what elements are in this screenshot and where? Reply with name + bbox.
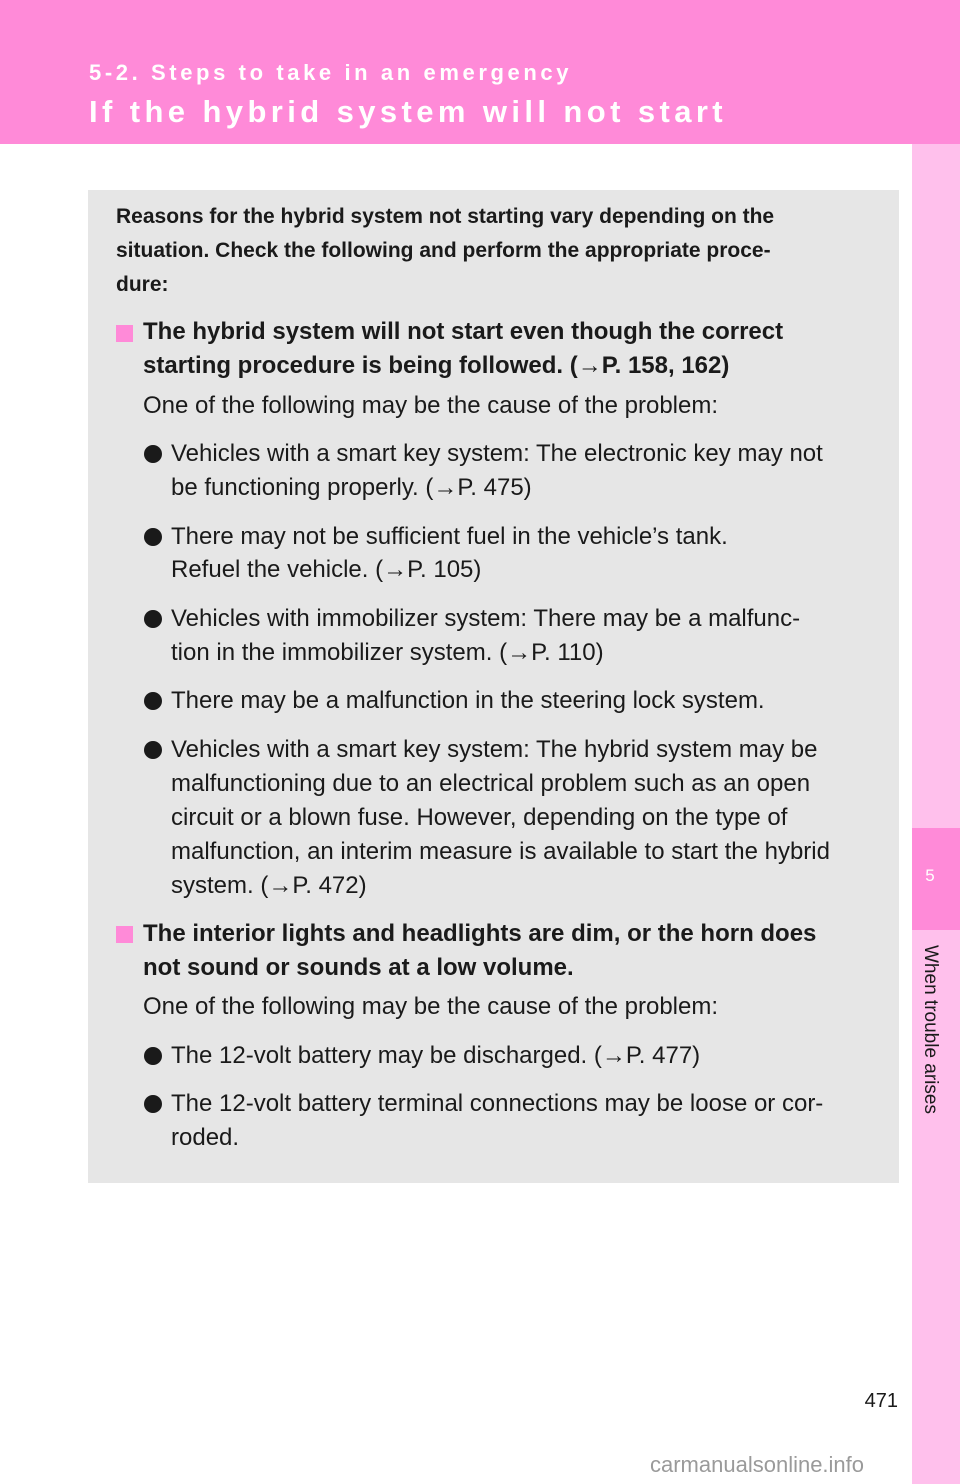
section-heading: The interior lights and headlights are dim, or the horn does bbox=[143, 920, 817, 947]
chapter-name: When trouble arises bbox=[920, 945, 941, 1114]
list-item: Vehicles with a smart key system: The hybrid system may be bbox=[171, 736, 818, 763]
list-item: There may not be sufficient fuel in the vehicle’s tank. bbox=[171, 523, 728, 550]
side-strip bbox=[912, 144, 960, 1484]
list-item: system. (→P. 472) bbox=[171, 872, 367, 899]
list-item: The 12-volt battery may be discharged. (→P. 477) bbox=[171, 1042, 701, 1069]
chapter-number: 5 bbox=[925, 866, 935, 885]
watermark: carmanualsonline.info bbox=[650, 1452, 865, 1477]
bullet-dot-icon bbox=[144, 1047, 162, 1065]
list-item: malfunction, an interim measure is available to start the hybrid bbox=[171, 838, 830, 865]
list-item: be functioning properly. (→P. 475) bbox=[171, 474, 532, 501]
bullet-dot-icon bbox=[144, 445, 162, 463]
square-bullet-icon bbox=[116, 926, 133, 943]
intro-line: dure: bbox=[116, 273, 169, 296]
bullet-dot-icon bbox=[144, 610, 162, 628]
intro-line: Reasons for the hybrid system not starting vary depending on the bbox=[116, 205, 775, 228]
section-heading: The hybrid system will not start even though the correct bbox=[143, 318, 784, 345]
section-heading: not sound or sounds at a low volume. bbox=[143, 954, 574, 981]
section-label: 5-2. Steps to take in an emergency bbox=[89, 60, 573, 85]
bullet-dot-icon bbox=[144, 692, 162, 710]
page-title: If the hybrid system will not start bbox=[89, 94, 728, 129]
bullet-dot-icon bbox=[144, 741, 162, 759]
section-heading: starting procedure is being followed. (→P. 158, 162) bbox=[143, 352, 730, 379]
list-item: roded. bbox=[171, 1124, 240, 1151]
list-item: There may be a malfunction in the steering lock system. bbox=[171, 687, 765, 714]
list-item: Vehicles with a smart key system: The electronic key may not bbox=[171, 440, 823, 467]
page-number: 471 bbox=[864, 1390, 898, 1412]
list-item: circuit or a blown fuse. However, depending on the type of bbox=[171, 804, 788, 831]
list-item: The 12-volt battery terminal connections may be loose or cor- bbox=[171, 1090, 824, 1117]
intro-line: situation. Check the following and perform the appropriate proce- bbox=[116, 239, 771, 262]
list-item: malfunctioning due to an electrical problem such as an open bbox=[171, 770, 811, 797]
section-subtext: One of the following may be the cause of the problem: bbox=[143, 993, 719, 1020]
list-item: tion in the immobilizer system. (→P. 110) bbox=[171, 639, 604, 666]
square-bullet-icon bbox=[116, 325, 133, 342]
bullet-dot-icon bbox=[144, 528, 162, 546]
list-item: Vehicles with immobilizer system: There may be a malfunc- bbox=[171, 605, 801, 632]
list-item: Refuel the vehicle. (→P. 105) bbox=[171, 556, 482, 583]
section-subtext: One of the following may be the cause of the problem: bbox=[143, 392, 719, 419]
bullet-dot-icon bbox=[144, 1095, 162, 1113]
